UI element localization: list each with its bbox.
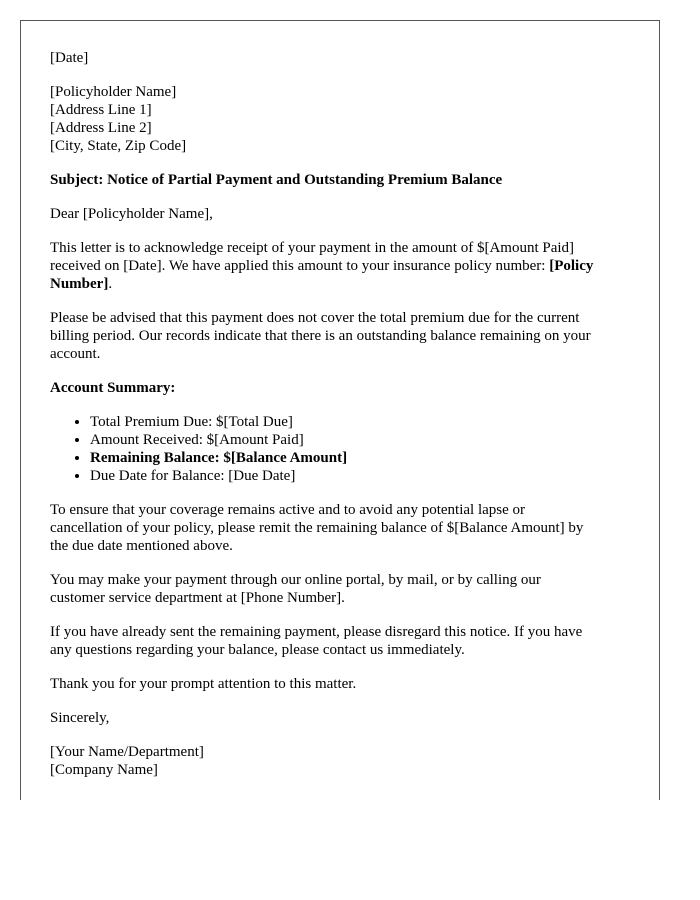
summary-item-amount-received: • Amount Received: $[Amount Paid] — [90, 431, 640, 449]
letter-body — [50, 49, 640, 795]
summary-item-remaining-balance: • Remaining Balance: $[Balance Amount] — [90, 449, 640, 467]
thank-you-text: Thank you for your prompt attention to this matter. — [50, 676, 357, 692]
closing-text: Sincerely, — [50, 710, 110, 726]
salutation — [50, 205, 640, 223]
letter-date — [50, 49, 640, 67]
coverage-warning-paragraph — [50, 501, 640, 555]
payment-options-paragraph — [50, 571, 640, 607]
account-summary-heading — [50, 379, 640, 397]
paragraph-2-line-3: account. — [50, 346, 101, 362]
paragraph-1-line-2 — [50, 257, 640, 275]
paragraph-2-line-2: billing period. Our records indicate that there is an outstanding balance remaining on your — [50, 328, 591, 344]
payment-acknowledgement-paragraph — [50, 239, 640, 293]
address-line-2: [Address Line 2] — [50, 120, 152, 136]
closing — [50, 709, 640, 727]
account-summary-heading-text: Account Summary: — [50, 380, 176, 396]
account-summary-list — [50, 413, 640, 485]
signer-company-name: [Company Name] — [50, 762, 158, 778]
subject-text: Subject: Notice of Partial Payment and Outstanding Premium Balance — [50, 172, 503, 188]
paragraph-5-line-2: any questions regarding your balance, please contact us immediately. — [50, 642, 465, 658]
address-line-1: [Address Line 1] — [50, 102, 152, 118]
signature-block — [50, 743, 640, 779]
paragraph-1-line-3 — [50, 275, 640, 293]
city-state-zip: [City, State, Zip Code] — [50, 138, 187, 154]
paragraph-4-line-2: customer service department at [Phone Number]. — [50, 590, 345, 606]
paragraph-3-line-2: cancellation of your policy, please remit the remaining balance of $[Balance Amount] by — [50, 520, 584, 536]
recipient-address — [50, 83, 640, 155]
paragraph-3-line-3: the due date mentioned above. — [50, 538, 233, 554]
date-text: [Date] — [50, 50, 89, 66]
recipient-name: [Policyholder Name] — [50, 84, 177, 100]
paragraph-1-line-3-text: . — [108, 276, 113, 292]
paragraph-3-line-1: To ensure that your coverage remains active and to avoid any potential lapse or — [50, 502, 526, 518]
disregard-notice-paragraph — [50, 623, 640, 659]
thank-you-paragraph — [50, 675, 640, 693]
paragraph-1-line-1: This letter is to acknowledge receipt of your payment in the amount of $[Amount Paid] — [50, 240, 575, 256]
subject-line — [50, 171, 640, 189]
policy-number-part-1: [Policy — [549, 258, 594, 274]
policy-number-part-2: Number] — [50, 276, 109, 292]
summary-item-total-premium-due: • Total Premium Due: $[Total Due] — [90, 413, 640, 431]
paragraph-2-line-1: Please be advised that this payment does not cover the total premium due for the current — [50, 310, 580, 326]
paragraph-4-line-1: You may make your payment through our online portal, by mail, or by calling our — [50, 572, 541, 588]
paragraph-5-line-1: If you have already sent the remaining payment, please disregard this notice. If you have — [50, 624, 583, 640]
outstanding-balance-paragraph — [50, 309, 640, 363]
paragraph-1-line-2-text: received on [Date]. We have applied this amount to your insurance policy number: — [50, 258, 550, 274]
summary-item-due-date: • Due Date for Balance: [Due Date] — [90, 467, 640, 485]
signer-name-department: [Your Name/Department] — [50, 744, 204, 760]
salutation-text: Dear [Policyholder Name], — [50, 206, 213, 222]
letter-page — [20, 20, 660, 800]
